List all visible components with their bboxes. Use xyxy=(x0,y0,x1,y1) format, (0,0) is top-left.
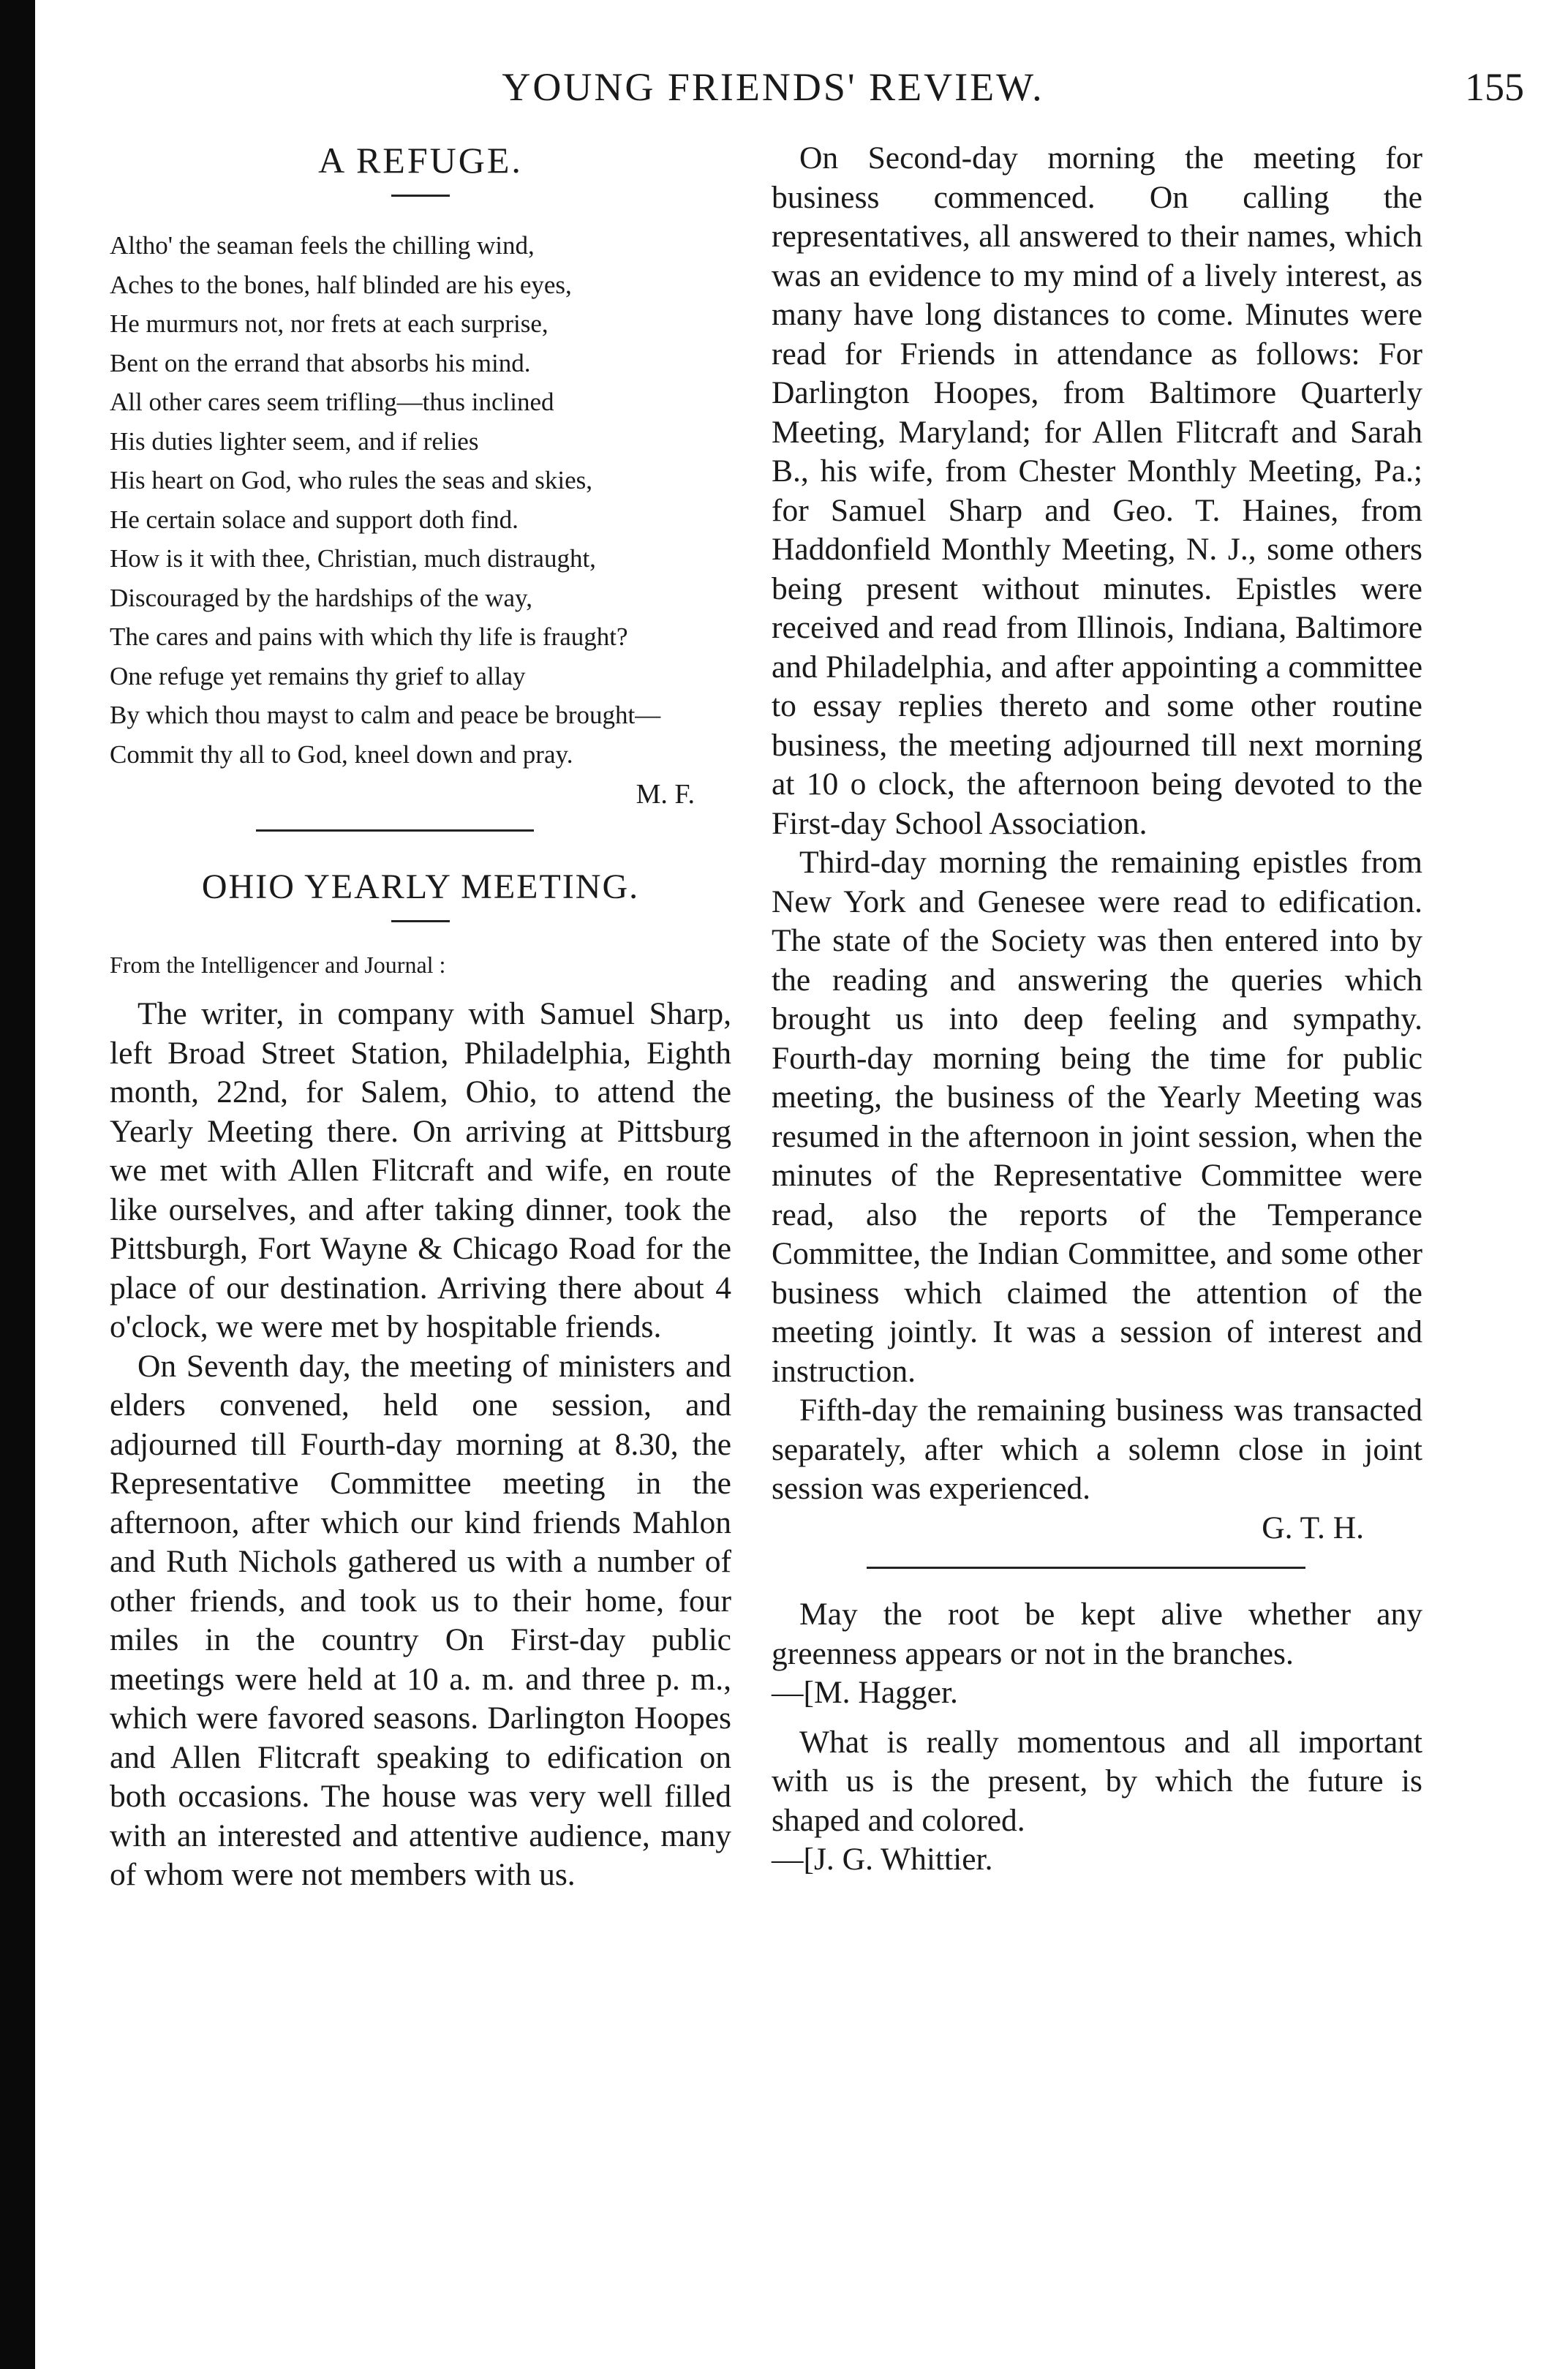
article-source: From the Intelligencer and Journal : xyxy=(110,952,446,978)
page-number: 155 xyxy=(1465,65,1524,109)
title-rule xyxy=(391,920,450,922)
poem-line: Bent on the errand that absorbs his mind. xyxy=(110,348,531,377)
poem-line: Altho' the seaman feels the chilling wind, xyxy=(110,231,535,260)
title-rule xyxy=(391,195,450,197)
poem-line: The cares and pains with which thy life is fraught? xyxy=(110,622,628,651)
poem-line: His duties lighter seem, and if relies xyxy=(110,426,479,456)
article-title: OHIO YEARLY MEETING. xyxy=(201,867,640,906)
quote-attribution: —[J. G. Whittier. xyxy=(772,1842,993,1877)
poem-line: Commit thy all to God, kneel down and pray. xyxy=(110,739,573,769)
poem-line: He murmurs not, nor frets at each surprise, xyxy=(110,309,549,338)
poem-title: A REFUGE. xyxy=(318,140,523,181)
quote-text: What is really momentous and all important with us is the present, by which the future is shaped and colored. xyxy=(772,1724,1422,1838)
poem-line: All other cares seem trifling—thus inclined xyxy=(110,388,554,416)
poem-line: He certain solace and support doth find. xyxy=(110,505,519,534)
article-paragraph: On Seventh day, the meeting of ministers and elders convened, held one session, and adjourned till Fourth-day morning at 8.30, the Representative Committee meeting in the afternoon, after which our kind friends Mahlon and Ruth Nichols gathered us with a number of other friends, and took us to their home, four miles in the country On First-day public meetings were held at 10 a. m. and three p. m., which were favored seasons. Darlington Hoopes and Allen Flitcraft speaking to edification on both occasions. The house was very well filled with an interested and attentive audience, many of whom were not members with us. xyxy=(110,1348,731,1892)
poem-body xyxy=(110,226,731,774)
poem-line: Discouraged by the hardships of the way, xyxy=(110,583,532,612)
section-divider xyxy=(256,829,534,832)
article-signature: G. T. H. xyxy=(1262,1510,1364,1545)
article-paragraph: On Second-day morning the meeting for business commenced. On calling the representatives, all answered to their names, which was an evidence to my mind of a lively interest, as many have long distances to come. Minutes were read for Friends in attendance as follows: For Darlington Hoopes, from Baltimore Quarterly Meeting, Maryland; for Allen Flitcraft and Sarah B., his wife, from Chester Monthly Meeting, Pa.; for Samuel Sharp and Geo. T. Haines, from Haddonfield Monthly Meeting, N. J., some others being present without minutes. Epistles were received and read from Illinois, Indiana, Baltimore and Philadelphia, and after appointing a committee to essay replies thereto and some other routine business, the meeting adjourned till next morning at 10 o clock, the afternoon being devoted to the First-day School Association. xyxy=(772,140,1422,841)
poem-signature: M. F. xyxy=(636,779,695,810)
poem-line: Aches to the bones, half blinded are his eyes, xyxy=(110,270,572,299)
section-divider xyxy=(867,1567,1305,1569)
right-column xyxy=(772,139,1422,1880)
poem-line: How is it with thee, Christian, much distraught, xyxy=(110,544,596,573)
article-paragraph: The writer, in company with Samuel Sharp, left Broad Street Station, Philadelphia, Eighth month, 22nd, for Salem, Ohio, to attend the Yearly Meeting there. On arriving at Pittsburg we met with Allen Flitcraft and wife, en route like ourselves, and after taking dinner, took the Pittsburgh, Fort Wayne & Chicago Road for the place of our destination. Arriving there about 4 o'clock, we were met by hospitable friends. xyxy=(110,996,731,1344)
page-header xyxy=(110,64,1524,123)
quote-attribution: —[M. Hagger. xyxy=(772,1675,958,1710)
poem-line: By which thou mayst to calm and peace be brought— xyxy=(110,701,661,729)
poem-line: One refuge yet remains thy grief to allay xyxy=(110,661,526,690)
binding-edge xyxy=(0,0,35,2369)
left-column xyxy=(110,139,731,1895)
quote-text: May the root be kept alive whether any greenness appears or not in the branches. xyxy=(772,1597,1422,1671)
article-paragraph: Fifth-day the remaining business was transacted separately, after which a solemn close in joint session was experienced. xyxy=(772,1393,1422,1506)
running-head: YOUNG FRIENDS' REVIEW. xyxy=(502,65,1044,109)
poem-line: His heart on God, who rules the seas and skies, xyxy=(110,466,593,494)
article-paragraph: Third-day morning the remaining epistles from New York and Genesee were read to edification. The state of the Society was then entered into by the reading and answering the queries which brought us into deep feeling and sympathy. Fourth-day morning being the time for public meeting, the business of the Yearly Meeting was resumed in the afternoon in joint session, when the minutes of the Representative Committee were read, also the reports of the Temperance Committee, the Indian Committee, and some other business which claimed the attention of the meeting jointly. It was a session of interest and instruction. xyxy=(772,845,1422,1389)
